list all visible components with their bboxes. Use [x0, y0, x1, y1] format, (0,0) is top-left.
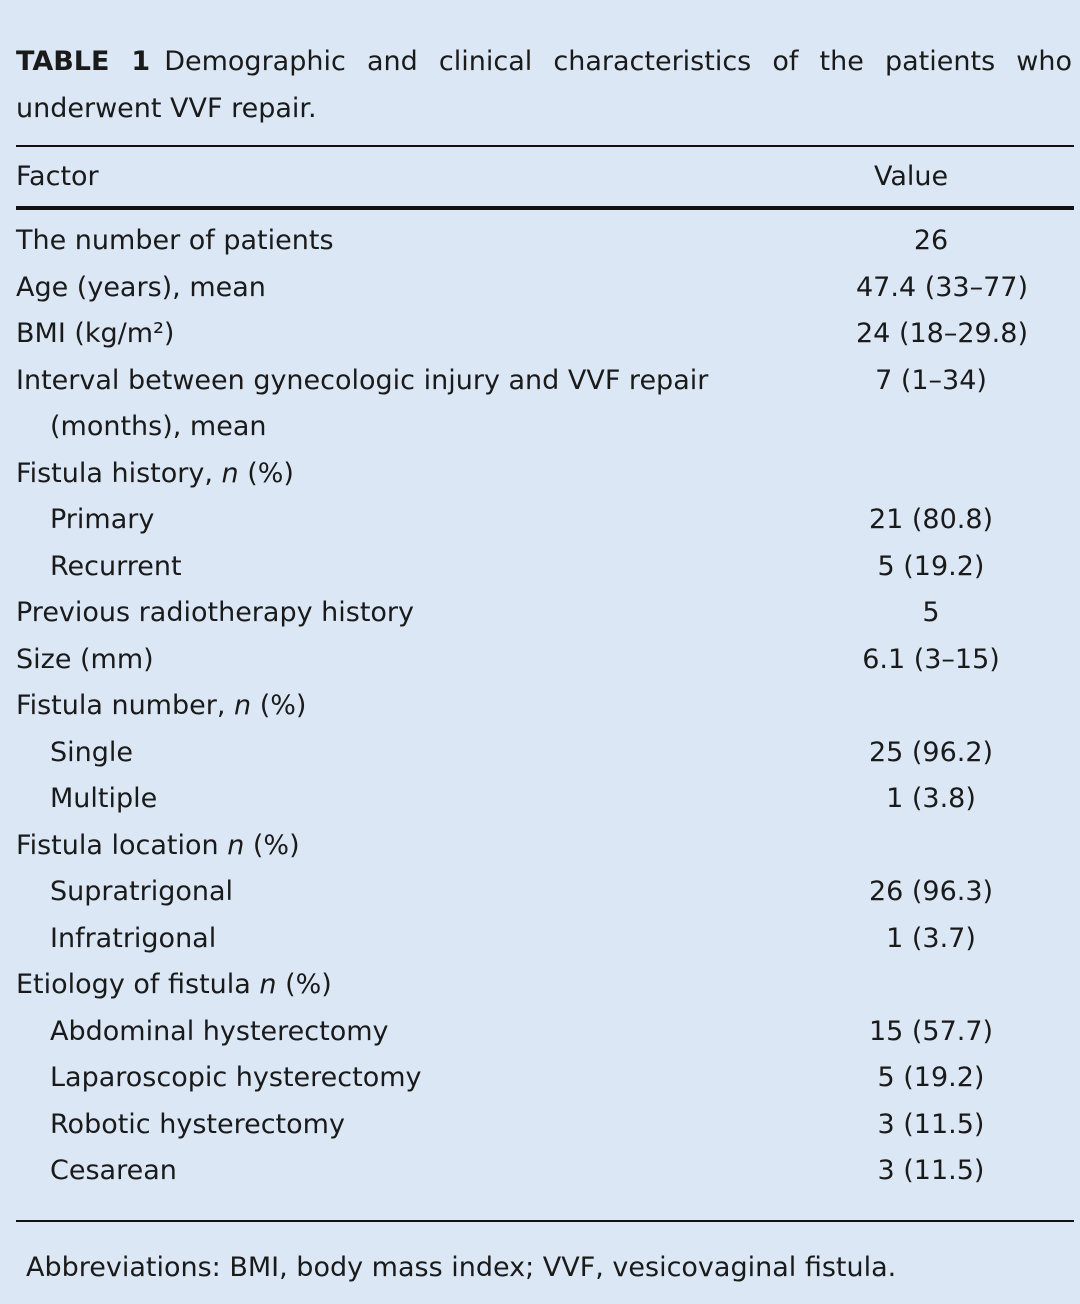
table-row	[16, 451, 1074, 498]
row-value: 1 (3.7)	[886, 922, 976, 954]
row-factor: Age (years), mean	[16, 271, 266, 303]
table-row	[16, 1102, 1074, 1149]
row-factor: Laparoscopic hysterectomy	[50, 1062, 422, 1093]
row-factor: The number of patients	[16, 225, 334, 256]
row-value: 5	[922, 597, 940, 628]
table-row	[16, 1055, 1074, 1102]
table-row	[16, 683, 1074, 730]
row-factor: Etiology of fistula n (%)	[16, 969, 332, 1000]
table-row	[16, 823, 1074, 870]
row-value: 26 (96.3)	[868, 876, 994, 907]
row-value: 47.4 (33–77)	[856, 271, 1028, 303]
row-factor: (months), mean	[50, 411, 267, 442]
table-row	[16, 311, 1074, 358]
table-row	[16, 869, 1074, 916]
row-factor: Interval between gynecologic injury and VVF repair	[16, 364, 709, 396]
row-factor: Multiple	[50, 783, 158, 814]
row-factor: BMI (kg/m²)	[16, 318, 175, 349]
row-value: 25 (96.2)	[868, 736, 994, 768]
table-row	[16, 730, 1074, 777]
column-header-factor: Factor	[16, 161, 99, 192]
table-body	[16, 218, 1074, 1195]
row-factor: Single	[50, 736, 134, 768]
caption-text: Demographic and clinical characteristics of the patients who underwent VVF repair.	[16, 46, 1073, 124]
row-factor: Supratrigonal	[50, 876, 234, 907]
table-row	[16, 1148, 1074, 1195]
table-row	[16, 916, 1074, 963]
row-value: 24 (18–29.8)	[856, 318, 1028, 349]
row-factor: Primary	[50, 504, 155, 535]
row-value: 1 (3.8)	[886, 783, 976, 814]
row-factor: Fistula number, n (%)	[16, 690, 307, 721]
table-row	[16, 265, 1074, 312]
table-label: TABLE 1	[16, 46, 151, 77]
row-factor: Cesarean	[50, 1155, 177, 1186]
row-value: 3 (11.5)	[877, 1108, 985, 1140]
column-header-value: Value	[874, 161, 949, 192]
table-row	[16, 358, 1074, 405]
row-factor: Robotic hysterectomy	[50, 1108, 345, 1140]
row-value: 7 (1–34)	[875, 364, 987, 396]
row-value: 5 (19.2)	[877, 1062, 985, 1093]
row-value: 15 (57.7)	[868, 1015, 994, 1047]
table-row	[16, 544, 1074, 591]
top-rule	[16, 145, 1074, 147]
header-rule	[16, 206, 1074, 210]
table-row	[16, 404, 1074, 451]
row-factor: Recurrent	[50, 550, 182, 582]
row-value: 5 (19.2)	[877, 550, 985, 582]
row-value: 6.1 (3–15)	[862, 643, 1000, 675]
row-factor: Infratrigonal	[50, 922, 217, 954]
table-footnote: Abbreviations: BMI, body mass index; VVF, vesicovaginal fistula.	[26, 1252, 897, 1283]
row-factor: Abdominal hysterectomy	[50, 1015, 389, 1047]
row-factor: Previous radiotherapy history	[16, 597, 415, 628]
table-row	[16, 497, 1074, 544]
row-value: 21 (80.8)	[868, 504, 994, 535]
table-row	[16, 590, 1074, 637]
table-header-row	[16, 152, 1074, 202]
bottom-rule	[16, 1220, 1074, 1222]
table-row	[16, 637, 1074, 684]
table-caption	[16, 38, 1072, 132]
table-row	[16, 776, 1074, 823]
table-row	[16, 1009, 1074, 1056]
row-factor: Fistula history, n (%)	[16, 457, 294, 489]
row-value: 3 (11.5)	[877, 1155, 985, 1186]
row-value: 26	[913, 225, 949, 256]
table-row	[16, 218, 1074, 265]
row-factor: Fistula location n (%)	[16, 829, 300, 861]
table-row	[16, 962, 1074, 1009]
row-factor: Size (mm)	[16, 643, 154, 675]
